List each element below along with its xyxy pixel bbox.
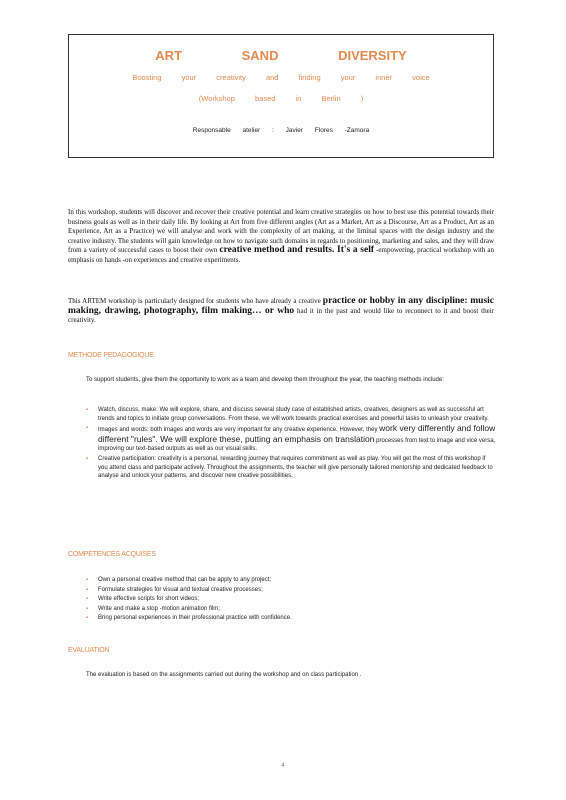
intro-p1-text-big: creative method and results. It's a self [219,245,375,256]
list-item [86,576,496,585]
bullet-square-icon: ▪ [86,407,89,413]
list-item [86,455,496,481]
intro-paragraph-1 [68,208,494,266]
list-item [86,586,496,595]
competences-list [86,576,496,624]
competence-item-text: Own a personal creative method that can be apply to any project; [98,577,272,583]
methode-item-text: Watch, discuss, make: We will explore, share, and discuss several study case of established artists, creatives, designers as well as successful art trends and topics to initiate group conversations. From these, we will work towards practical exercises and powerful tasks to unleash your creativity. [98,407,489,422]
methode-lead: To support students, give them the opportunity to work as a team and develop them throughout the year, the teaching methods include: [86,377,444,383]
competence-item-text: Bring personal experiences in their professional practice with confidence. [98,615,292,622]
list-item [86,406,496,423]
workshop-subtitle: Boosting your creativity and finding your inner voice [132,73,430,82]
list-item [86,605,496,614]
list-item [86,595,496,604]
bullet-square-icon: ▪ [86,586,89,593]
section-title-competences: COMPETENCES ACQUISES [68,551,156,558]
bullet-square-icon: ▪ [86,455,89,462]
methode-item-text: Images and words: both images and words are very important for any creative experience. However, they [98,427,378,434]
bullet-square-icon: ▪ [86,577,89,583]
intro-p2-text-big: practice or hobby in any discipline: music making, drawing, photography, film making… or who [68,296,494,316]
bullet-square-icon: ▪ [86,425,89,432]
competence-item-text: Formulate strategies for visual and textual creative processes; [98,586,263,593]
section-title-evaluation: EVALUATION [68,647,110,654]
intro-paragraph-2 [68,297,494,326]
workshop-responsible: Responsable atelier : Javier Flores -Zamora [192,127,370,134]
competence-item-text: Write and make a stop -motion animation film; [98,605,220,612]
evaluation-text: The evaluation is based on the assignments carried out during the workshop and on class participation . [86,672,362,678]
methode-list [86,406,496,482]
methode-item-text-big: work very differently and follow different "rules". We will explore these, putting an emphasis on translation [98,423,496,444]
title-box [68,34,494,158]
workshop-title: ART SAND DIVERSITY [155,48,407,63]
competence-item-text: Write effective scripts for short videos; [98,596,200,603]
list-item [86,614,496,623]
bullet-square-icon: ▪ [86,615,89,622]
page-number: 4 [281,763,285,769]
workshop-location: (Workshop based in Berlin ) [198,94,364,103]
methode-item-text: Creative participation: creativity is a personal, rewarding journey that requires commitment as well as play. You will get the most of this workshop if you attend class and participate actively. Throughout the assignments, the teacher will give personally tailored mentorship and dedicated feedback to analyse and unlock your patterns, and discover new creative possibilities. [98,455,493,480]
intro-p2-text-a: This ARTEM workshop is particularly designed for students who have already a creative [68,297,321,305]
intro-p2-text-b: had it in the past and would like to reconnect to it and boost their creativity. [68,306,494,325]
intro-p1-text-b: -empowering, practical workshop with an emphasis on hands -on experiences and creative experiments. [68,246,495,264]
methode-item-text: processes from text to image and vice versa, improving our text-based outputs as well as our visual skills. [98,437,496,453]
bullet-square-icon: ▪ [86,596,89,603]
bullet-square-icon: ▪ [86,605,89,612]
list-item [86,424,496,454]
section-title-methode: METHODE PEDAGOGIQUE [68,352,154,359]
intro-p1-text-a: In this workshop, students will discover and recover their creative potential and learn creative strategies on how to best use this potential towards their business goals as well as in their daily life. By looking at Art from five different angles (Art as a Market, Art as a Discourse, Art as a Product, Art as an Experience, Art as a Practice) we will analyse and work with the complexity of art making, at the liminal spaces with the design industry and the creative industry. The students will gain knowledge on how to navigate such domains in regards to positioning, marketing and sales, and they will draw from a variety of successful cases to boost their own [68,208,494,255]
